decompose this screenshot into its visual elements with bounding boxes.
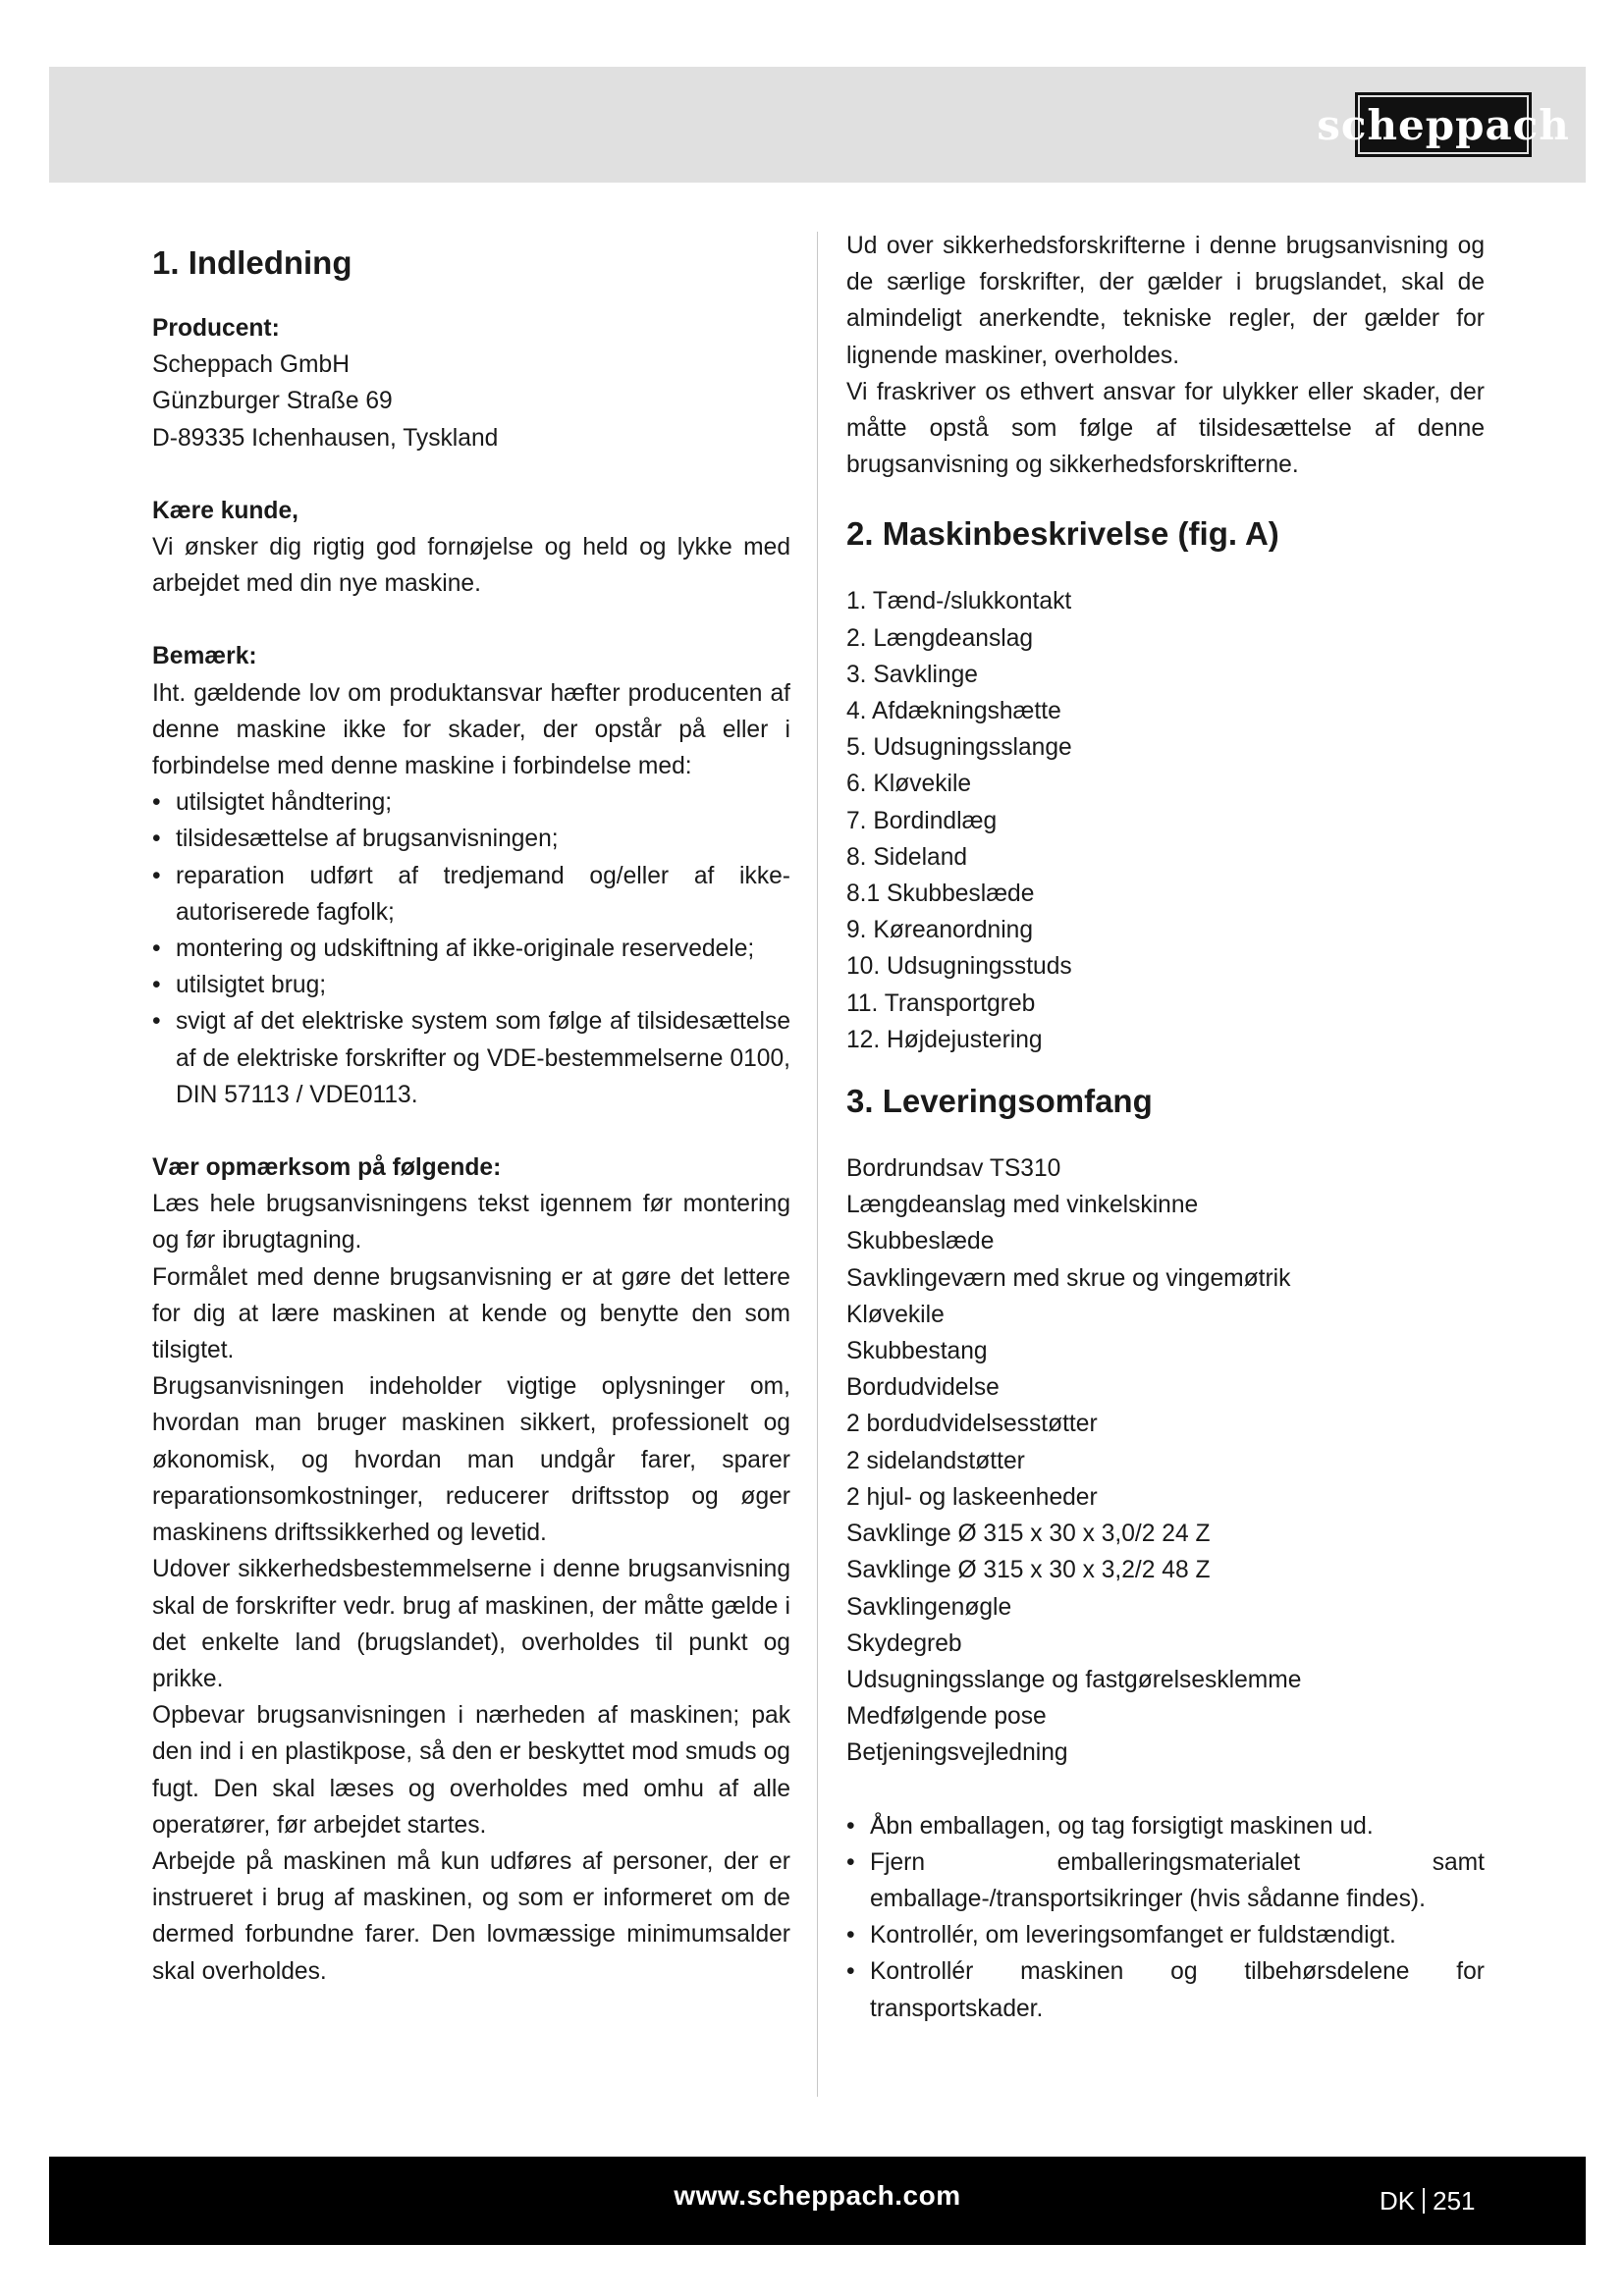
attention-label: Vær opmærksom på følgende: bbox=[152, 1154, 502, 1182]
part-item: 11. Transportgreb bbox=[846, 989, 1036, 1017]
page-separator bbox=[1423, 2188, 1425, 2214]
note-item: • tilsidesættelse af brugsanvisningen; bbox=[152, 821, 790, 857]
scope-item: 2 sidelandstøtter bbox=[846, 1447, 1025, 1474]
scheppach-logo: scheppach bbox=[1355, 92, 1532, 157]
part-item: 3. Savklinge bbox=[846, 661, 978, 688]
footer-bar bbox=[49, 2157, 1586, 2245]
machine-parts-list bbox=[846, 583, 1485, 1058]
scope-item: Skubbestang bbox=[846, 1338, 988, 1365]
page-number: 251 bbox=[1433, 2186, 1476, 2216]
part-item: 8. Sideland bbox=[846, 843, 968, 871]
left-column bbox=[152, 228, 790, 1990]
column-divider bbox=[817, 232, 818, 2097]
part-item: 1. Tænd-/slukkontakt bbox=[846, 588, 1072, 615]
producer-line: D-89335 Ichenhausen, Tyskland bbox=[152, 424, 499, 452]
part-item: 9. Køreanordning bbox=[846, 917, 1034, 944]
note-text: Iht. gældende lov om produktansvar hæfter producenten af denne maskine ikke for skader, der opstår på eller i forbindelse med denne maskine i forbindelse med: bbox=[152, 679, 790, 780]
greeting-label: Kære kunde, bbox=[152, 497, 298, 524]
unpack-item: • Kontrollér maskinen og tilbehørsdelene for transportskader. bbox=[846, 1953, 1485, 2026]
attention-paragraph: Læs hele brugsanvisningens tekst igennem før montering og før ibrugtagning. bbox=[152, 1191, 790, 1255]
attention-paragraph: Formålet med denne brugsanvisning er at gøre det lettere for dig at lære maskinen at kende og benytte den som tilsigtet. bbox=[152, 1263, 790, 1364]
scope-item: Savklinge Ø 315 x 30 x 3,2/2 48 Z bbox=[846, 1557, 1211, 1584]
scope-item: Længdeanslag med vinkelskinne bbox=[846, 1192, 1199, 1219]
right-column bbox=[846, 228, 1485, 2027]
heading-maskinbeskrivelse: 2. Maskinbeskrivelse (fig. A) bbox=[846, 515, 1279, 553]
scope-item: Kløvekile bbox=[846, 1301, 945, 1328]
attention-paragraph: Udover sikkerhedsbestemmelserne i denne brugsanvisning skal de forskrifter vedr. brug af maskinen, der måtte gælde i det enkelte land (brugslandet), overholdes til punkt og prikke. bbox=[152, 1556, 790, 1692]
producer-line: Scheppach GmbH bbox=[152, 351, 350, 379]
scope-item: Bordrundsav TS310 bbox=[846, 1155, 1061, 1183]
unpack-list bbox=[846, 1808, 1485, 2027]
intro-paragraph: Vi fraskriver os ethvert ansvar for ulykker eller skader, der måtte opstå som følge af tilsidesættelse af denne brugsanvisning og sikkerhedsforskrifterne. bbox=[846, 378, 1485, 479]
scope-item: Betjeningsvejledning bbox=[846, 1739, 1068, 1767]
intro-paragraph: Ud over sikkerhedsforskrifterne i denne brugsanvisning og de særlige forskrifter, der gælder i brugslandet, skal de almindeligt anerkendte, tekniske regler, der gælder for lignende maskiner, overholdes. bbox=[846, 233, 1485, 369]
greeting-text: Vi ønsker dig rigtig god fornøjelse og held og lykke med arbejdet med din nye maskine. bbox=[152, 534, 790, 598]
part-item: 7. Bordindlæg bbox=[846, 807, 998, 834]
producer-label: Producent: bbox=[152, 315, 280, 342]
attention-paragraph: Opbevar brugsanvisningen i nærheden af maskinen; pak den ind i en plastikpose, så den er beskyttet mod smuds og fugt. Den skal læses og overholdes med omhu af alle operatører, før arbejdet startes. bbox=[152, 1702, 790, 1839]
note-item: • reparation udført af tredjemand og/eller af ikke-autoriserede fagfolk; bbox=[152, 858, 790, 931]
scope-item: Skubbeslæde bbox=[846, 1228, 995, 1255]
scope-item: Bordudvidelse bbox=[846, 1374, 1000, 1402]
note-item: • utilsigtet håndtering; bbox=[152, 784, 790, 821]
scope-item: 2 bordudvidelsesstøtter bbox=[846, 1411, 1098, 1438]
note-item: • utilsigtet brug; bbox=[152, 967, 790, 1003]
unpack-item: • Kontrollér, om leveringsomfanget er fuldstændigt. bbox=[846, 1917, 1485, 1953]
scope-item: Savklingeværn med skrue og vingemøtrik bbox=[846, 1264, 1291, 1292]
part-item: 6. Kløvekile bbox=[846, 771, 972, 798]
part-item: 10. Udsugningsstuds bbox=[846, 953, 1072, 981]
scope-item: 2 hjul- og laskeenheder bbox=[846, 1483, 1098, 1511]
note-item: • svigt af det elektriske system som følge af tilsidesættelse af de elektriske forskrifter og VDE-bestemmelserne 0100, DIN 57113 / VDE0113. bbox=[152, 1003, 790, 1113]
heading-indledning: 1. Indledning bbox=[152, 244, 352, 281]
note-list bbox=[152, 784, 790, 1113]
scope-item: Savklingenøgle bbox=[846, 1593, 1012, 1621]
part-item: 5. Udsugningsslange bbox=[846, 734, 1072, 762]
footer-url[interactable]: www.scheppach.com bbox=[674, 2180, 961, 2211]
scope-item: Savklinge Ø 315 x 30 x 3,0/2 24 Z bbox=[846, 1521, 1211, 1548]
producer-line: Günzburger Straße 69 bbox=[152, 388, 393, 415]
note-item: • montering og udskiftning af ikke-originale reservedele; bbox=[152, 931, 790, 967]
attention-paragraph: Arbejde på maskinen må kun udføres af personer, der er instrueret i brug af maskinen, og som er informeret om de dermed forbundne farer. Den lovmæssige minimumsalder skal overholdes. bbox=[152, 1847, 790, 1985]
page-indicator bbox=[1380, 2186, 1476, 2216]
scope-item: Medfølgende pose bbox=[846, 1703, 1047, 1731]
scope-item: Skydegreb bbox=[846, 1629, 962, 1657]
heading-leveringsomfang: 3. Leveringsomfang bbox=[846, 1083, 1153, 1120]
attention-paragraph: Brugsanvisningen indeholder vigtige oplysninger om, hvordan man bruger maskinen sikkert, professionelt og økonomisk, og hvordan man undgår farer, sparer reparationsomkostninger, reducerer driftsstop og øger maskinens driftssikkerhed og levetid. bbox=[152, 1373, 790, 1547]
part-item: 2. Længdeanslag bbox=[846, 624, 1034, 652]
delivery-scope-list bbox=[846, 1150, 1485, 1771]
unpack-item: • Fjern emballeringsmaterialet samt emballage-/transportsikringer (hvis sådanne findes). bbox=[846, 1844, 1485, 1917]
language-code: DK bbox=[1380, 2186, 1416, 2216]
part-item: 4. Afdækningshætte bbox=[846, 698, 1061, 725]
note-label: Bemærk: bbox=[152, 643, 257, 670]
part-item: 8.1 Skubbeslæde bbox=[846, 881, 1035, 908]
part-item: 12. Højdejustering bbox=[846, 1026, 1043, 1053]
scope-item: Udsugningsslange og fastgørelsesklemme bbox=[846, 1666, 1302, 1693]
unpack-item: • Åbn emballagen, og tag forsigtigt maskinen ud. bbox=[846, 1808, 1485, 1844]
